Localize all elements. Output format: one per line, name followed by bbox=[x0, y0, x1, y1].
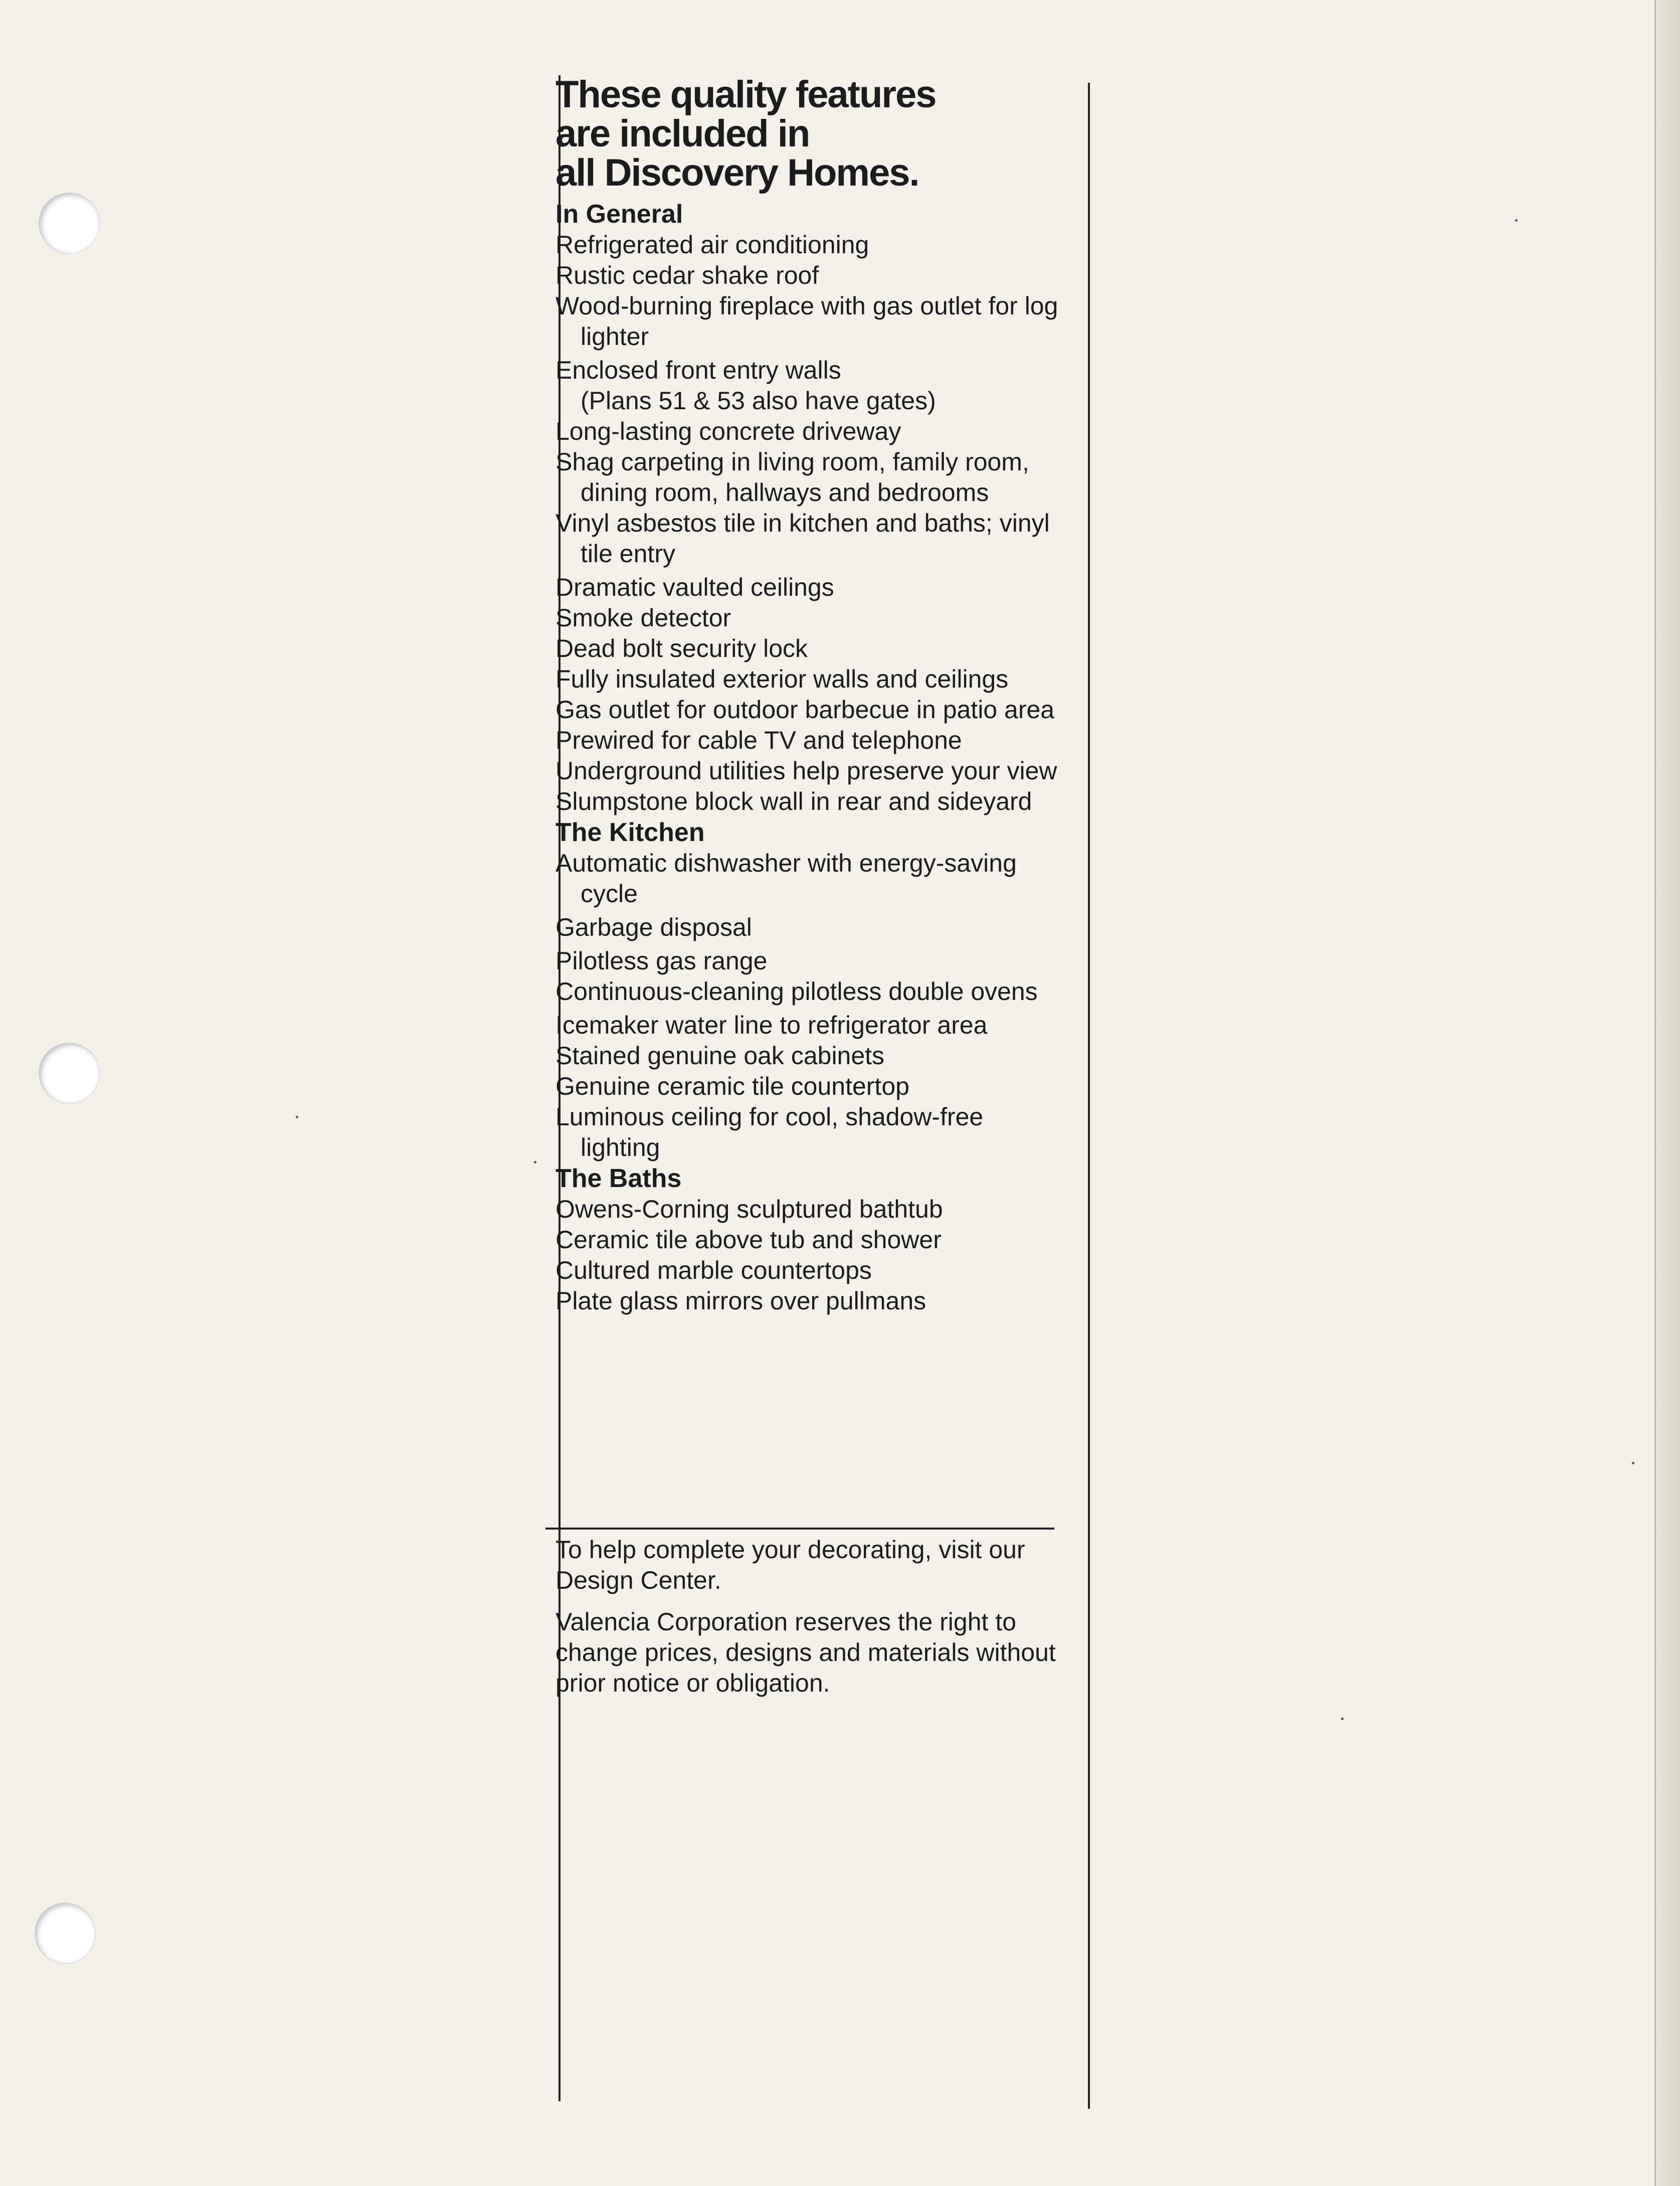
list-item: Fully insulated exterior walls and ceilings bbox=[555, 665, 1009, 693]
list-item: Owens-Corning sculptured bathtub bbox=[555, 1195, 943, 1223]
list-item: Plate glass mirrors over pullmans bbox=[555, 1287, 926, 1315]
paper-speck bbox=[296, 1116, 298, 1118]
list-item: Smoke detector bbox=[555, 604, 731, 632]
title-line: These quality features bbox=[555, 73, 936, 116]
disclaimer-note: Valencia Corporation reserves the right to change prices, designs and materials without prior notice or obligation. bbox=[555, 1608, 1056, 1697]
section-heading: In General bbox=[555, 200, 683, 229]
list-item: Luminous ceiling for cool, shadow-free lighting bbox=[555, 1103, 984, 1161]
list-item: (Plans 51 & 53 also have gates) bbox=[581, 387, 936, 415]
list-item: Ceramic tile above tub and shower bbox=[555, 1226, 942, 1254]
page-title bbox=[555, 75, 1067, 193]
list-item: Slumpstone block wall in rear and sideyard bbox=[555, 787, 1032, 815]
list-item: Stained genuine oak cabinets bbox=[555, 1042, 885, 1070]
list-item: Garbage disposal bbox=[555, 913, 752, 941]
list-item: Dead bolt security lock bbox=[555, 634, 808, 662]
list-item: Shag carpeting in living room, family room, dining room, hallways and bedrooms bbox=[555, 448, 1029, 507]
right-column-rule bbox=[1088, 83, 1090, 2109]
list-item: Cultured marble countertops bbox=[555, 1256, 872, 1284]
list-item: Underground utilities help preserve your view bbox=[555, 757, 1057, 785]
design-center-note: To help complete your decorating, visit our Design Center. bbox=[555, 1536, 1025, 1594]
paper-edge bbox=[1654, 0, 1680, 2186]
section-in-general bbox=[555, 199, 1067, 817]
list-item: Gas outlet for outdoor barbecue in patio area bbox=[555, 696, 1055, 724]
list-item: Icemaker water line to refrigerator area bbox=[555, 1011, 988, 1039]
section-kitchen bbox=[555, 817, 1067, 1163]
paper-speck bbox=[1515, 219, 1518, 222]
list-item: Pilotless gas range bbox=[555, 947, 768, 975]
binder-hole-bottom bbox=[35, 1903, 95, 1963]
closing-divider bbox=[545, 1528, 1054, 1530]
section-heading: The Baths bbox=[555, 1164, 682, 1193]
paper-speck bbox=[534, 1161, 536, 1163]
section-heading: The Kitchen bbox=[555, 818, 705, 847]
title-line: all Discovery Homes. bbox=[555, 151, 919, 194]
list-item: Rustic cedar shake roof bbox=[555, 261, 819, 289]
list-item: Automatic dishwasher with energy-saving cycle bbox=[555, 849, 1017, 908]
list-item: Refrigerated air conditioning bbox=[555, 231, 869, 259]
section-baths bbox=[555, 1163, 1067, 1316]
list-item: Enclosed front entry walls bbox=[555, 356, 841, 384]
paper-speck bbox=[1632, 1462, 1634, 1464]
list-item: Genuine ceramic tile countertop bbox=[555, 1072, 909, 1100]
binder-hole-top bbox=[39, 193, 99, 253]
list-item: Dramatic vaulted ceilings bbox=[555, 573, 834, 601]
list-item: Wood-burning fireplace with gas outlet for log lighter bbox=[555, 292, 1058, 351]
binder-hole-middle bbox=[39, 1043, 99, 1103]
paper-speck bbox=[1341, 1718, 1344, 1720]
list-item: Vinyl asbestos tile in kitchen and baths; vinyl tile entry bbox=[555, 509, 1050, 568]
title-line: are included in bbox=[555, 112, 810, 155]
closing-notes bbox=[555, 1535, 1057, 1710]
features-column bbox=[555, 75, 1067, 1316]
list-item: Prewired for cable TV and telephone bbox=[555, 726, 962, 754]
list-item: Long-lasting concrete driveway bbox=[555, 417, 901, 445]
list-item: Continuous-cleaning pilotless double ovens bbox=[555, 977, 1038, 1005]
